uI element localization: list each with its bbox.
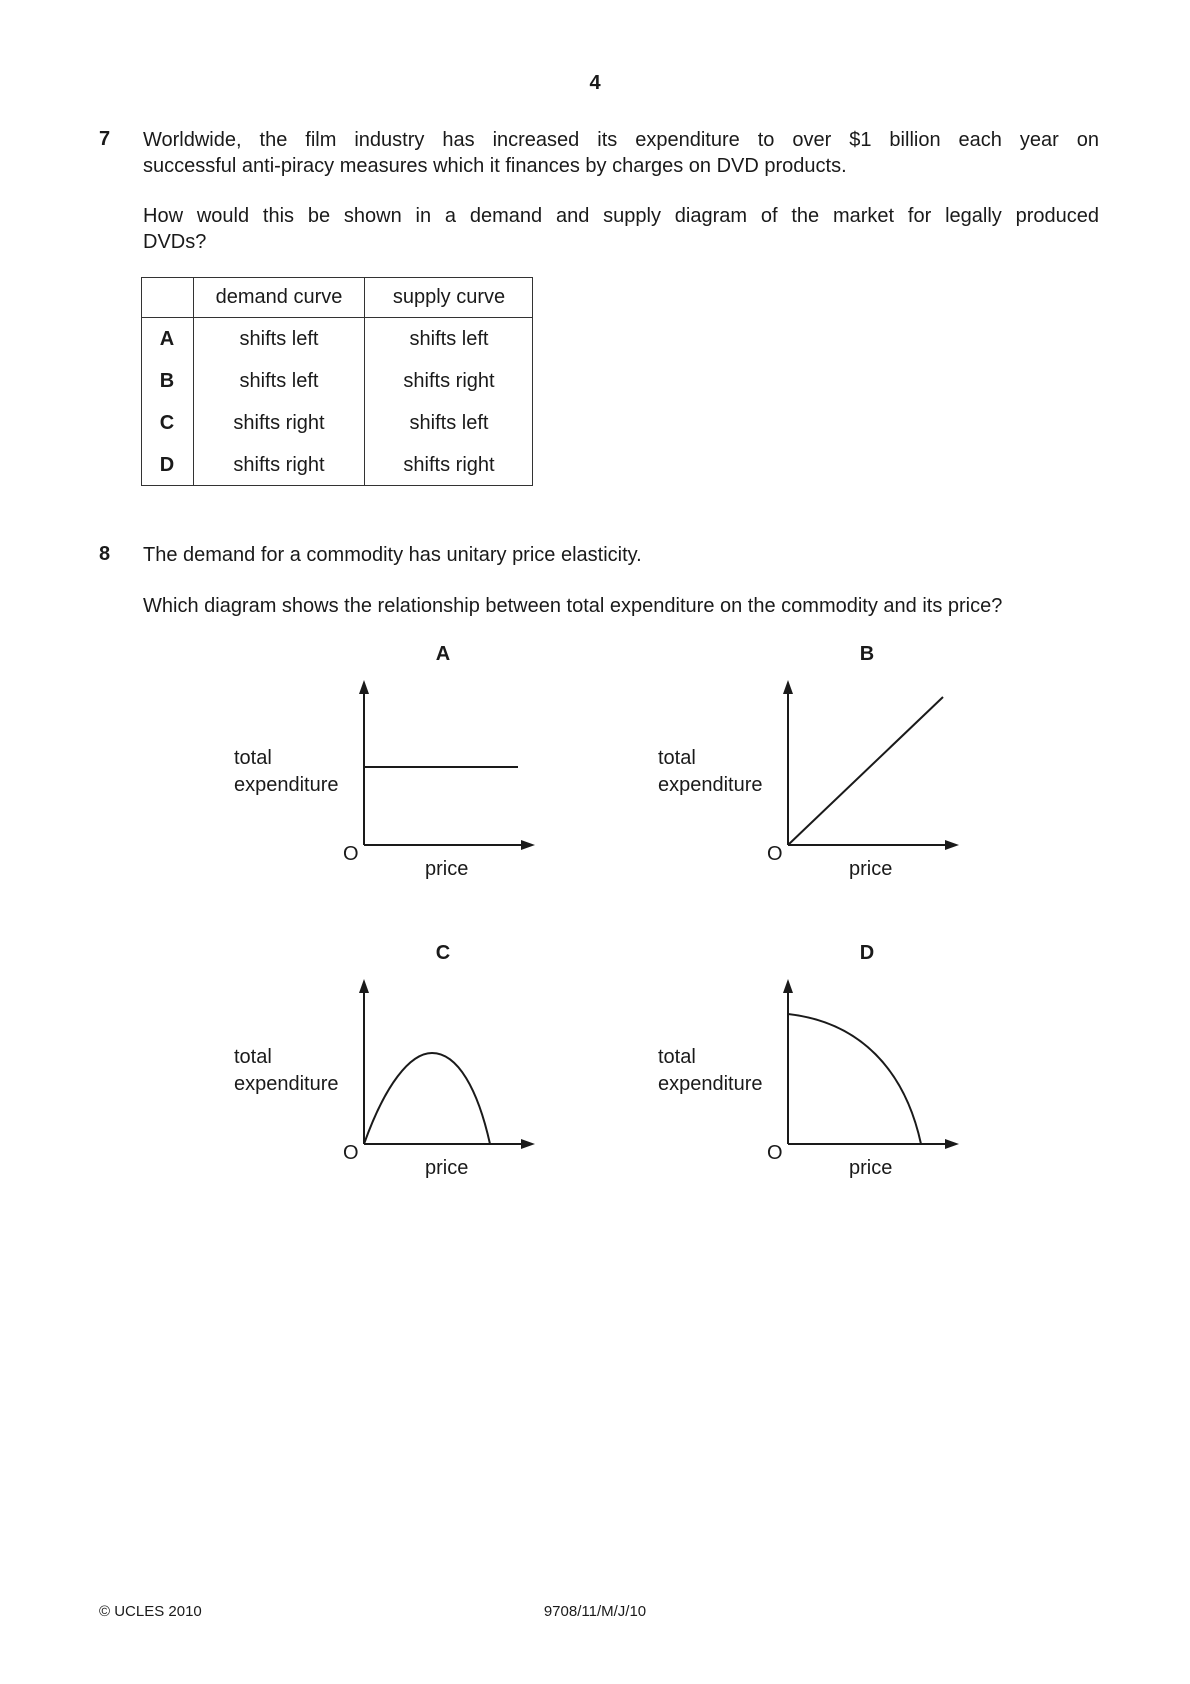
y-axis-arrow <box>783 979 793 993</box>
question-7-line-1: Worldwide, the film industry has increased its expenditure to over $1 billion each year on <box>143 129 1099 151</box>
y-axis-label-line-1: total <box>234 1046 272 1068</box>
diagram-letter: A <box>435 643 451 665</box>
table-header-demand: demand curve <box>194 277 365 318</box>
question-8-prompt: Which diagram shows the relationship between total expenditure on the commodity and its price? <box>143 595 1003 617</box>
table-header-supply: supply curve <box>365 277 534 318</box>
supply-cell: shifts left <box>409 411 489 434</box>
demand-cell: shifts left <box>194 318 365 361</box>
option-letter: A <box>141 318 194 361</box>
origin-label: O <box>767 843 783 865</box>
page-number: 4 <box>589 72 601 94</box>
y-axis-label-line-2: expenditure <box>658 774 763 796</box>
x-axis-label: price <box>425 1157 469 1179</box>
option-letter: B <box>141 360 194 402</box>
diagram-letter: D <box>859 942 875 964</box>
option-letter: D <box>141 444 194 486</box>
origin-label: O <box>343 843 359 865</box>
x-axis-arrow <box>945 1139 959 1149</box>
demand-cell: shifts right <box>194 444 365 486</box>
origin-label: O <box>343 1142 359 1164</box>
x-axis-label: price <box>849 1157 893 1179</box>
x-axis-label: price <box>425 858 469 880</box>
question-7-line-2: successful anti-piracy measures which it finances by charges on DVD products. <box>143 155 847 177</box>
supply-cell: shifts left <box>409 327 489 350</box>
demand-cell: shifts left <box>194 360 365 402</box>
diagram-letter: C <box>435 942 451 964</box>
footer-paper-code: 9708/11/M/J/10 <box>543 1603 647 1620</box>
y-axis-label-line-2: expenditure <box>234 1073 339 1095</box>
question-8-number: 8 <box>99 543 111 565</box>
y-axis-label-line-2: expenditure <box>658 1073 763 1095</box>
y-axis-label-line-1: total <box>234 747 272 769</box>
supply-cell: shifts right <box>403 369 495 392</box>
supply-cell: shifts right <box>403 453 495 476</box>
y-axis-label-line-2: expenditure <box>234 774 339 796</box>
expenditure-curve <box>788 1014 921 1144</box>
y-axis-label-line-1: total <box>658 1046 696 1068</box>
question-7-number: 7 <box>99 128 111 150</box>
option-letter: C <box>141 402 194 444</box>
x-axis-label: price <box>849 858 893 880</box>
question-7-prompt-line-2: DVDs? <box>143 231 207 253</box>
y-axis-label-line-1: total <box>658 747 696 769</box>
question-8-stem: The demand for a commodity has unitary price elasticity. <box>143 544 642 566</box>
origin-label: O <box>767 1142 783 1164</box>
footer-copyright: © UCLES 2010 <box>99 1603 202 1620</box>
demand-cell: shifts right <box>194 402 365 444</box>
question-7-prompt-line-1: How would this be shown in a demand and supply diagram of the market for legally produced <box>143 205 1099 227</box>
diagram-letter: B <box>859 643 875 665</box>
